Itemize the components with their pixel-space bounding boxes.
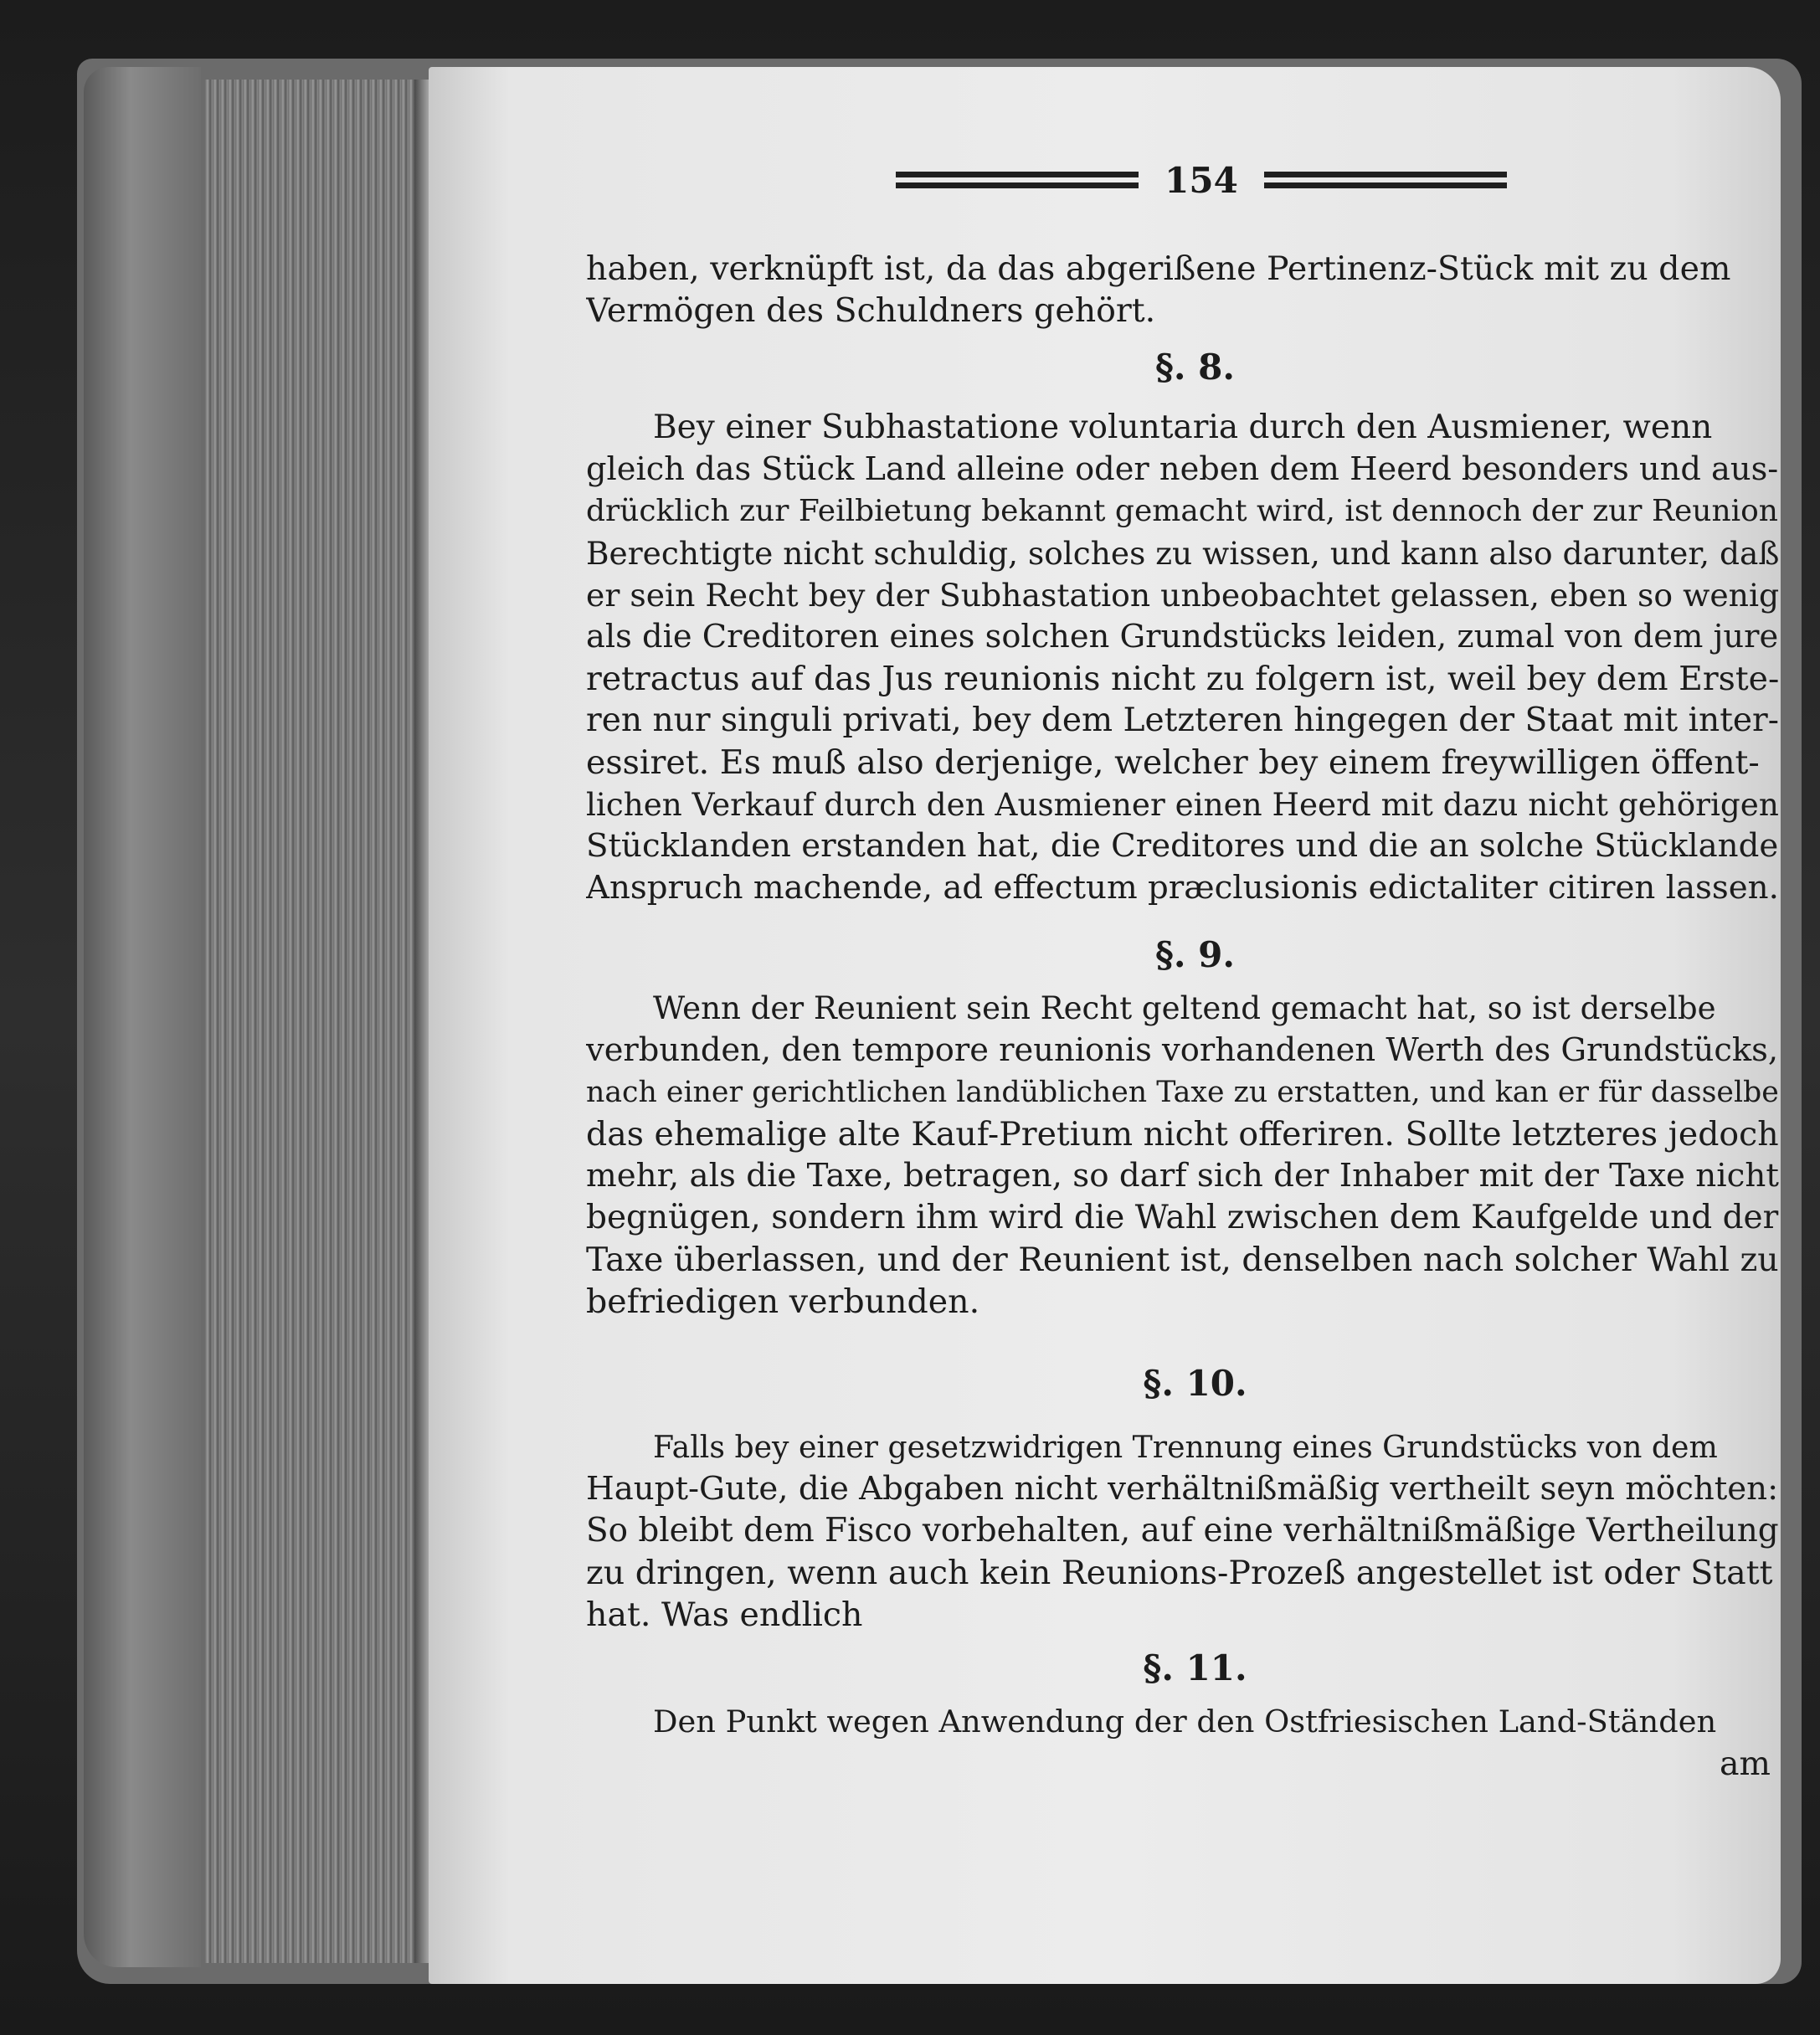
text-line: nach einer gerichtlichen landüblichen Taxe zu erstatten, und kan er für dasselbe <box>586 1076 1779 1109</box>
text-line: retractus auf das Jus reunionis nicht zu folgern ist, weil bey dem Erste- <box>586 660 1779 698</box>
text-line: begnügen, sondern ihm wird die Wahl zwischen dem Kaufgelde und der <box>586 1199 1779 1236</box>
section-heading-8: §. 8. <box>1154 347 1236 388</box>
text-line: Haupt-Gute, die Abgaben nicht verhältnißmäßig vertheilt seyn möchten: <box>586 1470 1779 1508</box>
text-line: Anspruch machende, ad effectum præclusionis edictaliter citiren lassen. <box>586 869 1779 907</box>
section-11-paragraph <box>586 1701 1779 1785</box>
text-line: So bleibt dem Fisco vorbehalten, auf eine verhältnißmäßige Vertheilung <box>586 1512 1779 1549</box>
text-line: drücklich zur Feilbietung bekannt gemacht wird, ist dennoch der zur Reunion <box>586 494 1778 528</box>
section-heading-11: §. 11. <box>1143 1647 1247 1688</box>
text-line: gleich das Stück Land alleine oder neben dem Heerd besonders und aus- <box>586 450 1779 488</box>
book-board-edge <box>84 67 201 1967</box>
page-number: 154 <box>1164 159 1238 201</box>
text-line: Vermögen des Schuldners gehört. <box>586 291 1156 330</box>
text-line: essiret. Es muß also derjenige, welcher bey einem freywilligen öffent- <box>586 743 1760 782</box>
section-9-paragraph <box>586 988 1779 1323</box>
page-edges <box>205 80 424 1963</box>
catchword: am <box>1719 1745 1771 1783</box>
text-line: Falls bey einer gesetzwidrigen Trennung eines Grundstücks von dem <box>653 1429 1718 1465</box>
text-line: als die Creditoren eines solchen Grundstücks leiden, zumal von dem jure <box>586 618 1779 655</box>
text-line: Wenn der Reunient sein Recht geltend gemacht hat, so ist derselbe <box>653 990 1716 1026</box>
text-line: Taxe überlassen, und der Reunient ist, denselben nach solcher Wahl zu <box>586 1241 1779 1279</box>
text-line: Den Punkt wegen Anwendung der den Ostfriesischen Land-Ständen <box>653 1704 1717 1740</box>
text-line: Stücklanden erstanden hat, die Creditores und die an solche Stücklande <box>586 827 1779 865</box>
text-line: zu dringen, wenn auch kein Reunions-Prozeß angestellet ist oder Statt <box>586 1554 1773 1592</box>
text-line: verbunden, den tempore reunionis vorhandenen Werth des Grundstücks, <box>586 1031 1779 1069</box>
section-8-paragraph <box>586 407 1779 909</box>
section-heading-10: §. 10. <box>1143 1363 1247 1404</box>
text-line: Berechtigte nicht schuldig, solches zu wissen, und kann also darunter, daß <box>586 535 1779 572</box>
text-line: das ehemalige alte Kauf-Pretium nicht offeriren. Sollte letzteres jedoch <box>586 1115 1779 1154</box>
text-line: er sein Recht bey der Subhastation unbeobachtet gelassen, eben so wenig <box>586 577 1779 614</box>
page-body <box>586 248 1779 1785</box>
text-line: ren nur singuli privati, bey dem Letzteren hingegen der Staat mit inter- <box>586 701 1779 739</box>
header-rule-left <box>896 172 1139 188</box>
text-line: hat. Was endlich <box>586 1596 863 1634</box>
section-10-paragraph <box>586 1426 1779 1636</box>
text-line: mehr, als die Taxe, betragen, so darf sich der Inhaber mit der Taxe nicht <box>586 1157 1779 1195</box>
page-header <box>896 155 1507 205</box>
text-line: haben, verknüpft ist, da das abgerißene Pertinenz-Stück mit zu dem <box>586 249 1731 288</box>
continuation-paragraph <box>586 248 1779 331</box>
text-line: Bey einer Subhastatione voluntaria durch den Ausmiener, wenn <box>653 409 1713 446</box>
text-line: lichen Verkauf durch den Ausmiener einen Heerd mit dazu nicht gehörigen <box>586 786 1779 823</box>
text-line: befriedigen verbunden. <box>586 1282 980 1321</box>
header-rule-right <box>1264 172 1507 188</box>
section-heading-9: §. 9. <box>1154 934 1236 975</box>
